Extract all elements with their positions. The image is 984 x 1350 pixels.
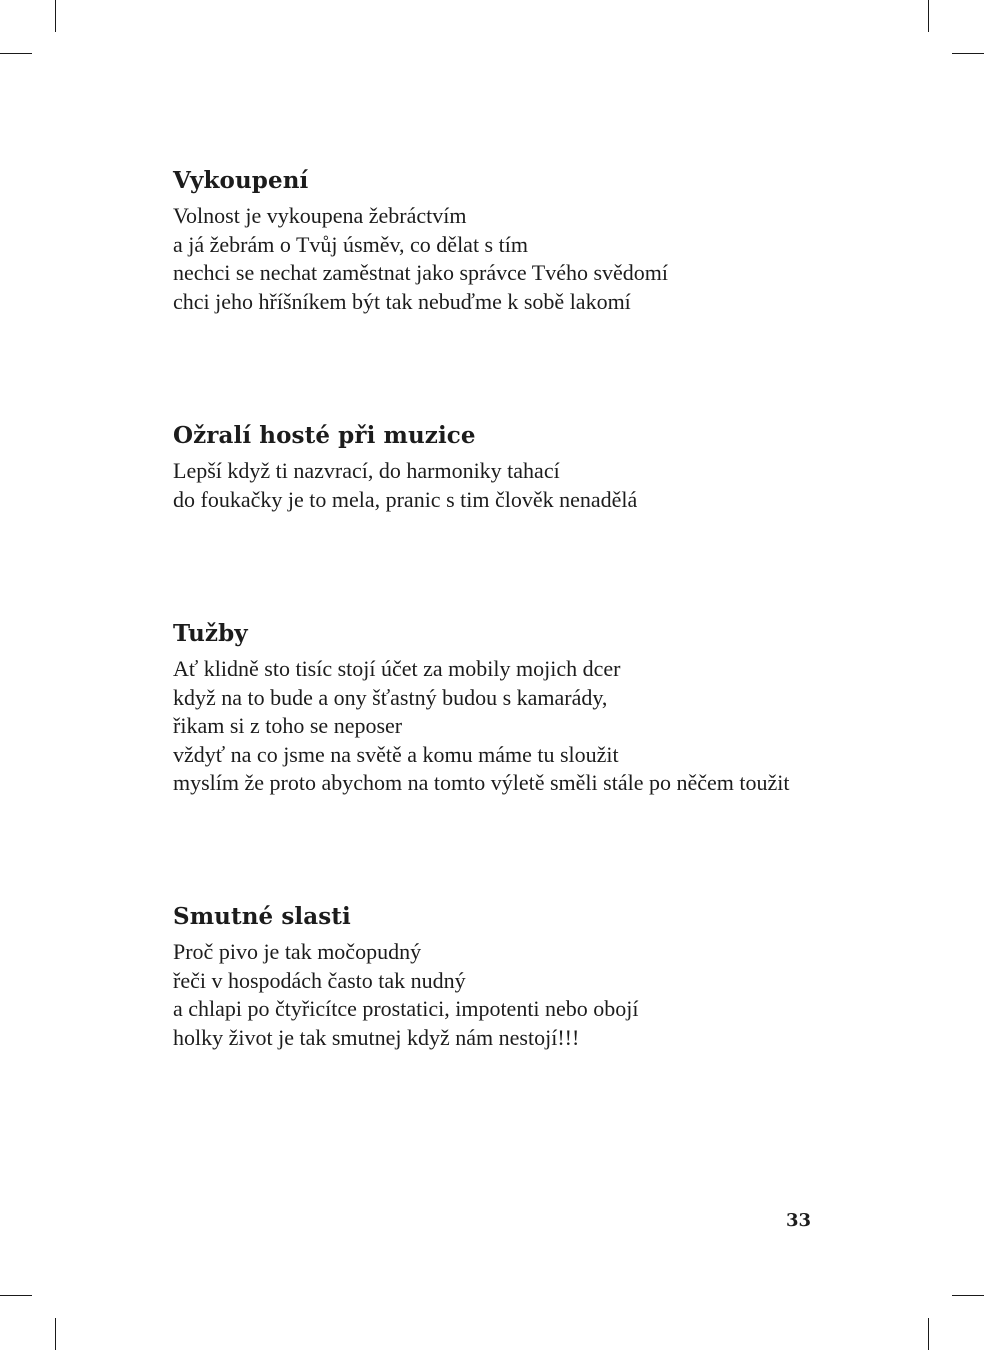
poem-title: Vykoupení	[173, 167, 309, 194]
poem-lines	[173, 202, 853, 316]
crop-mark-top-right-vertical	[928, 0, 929, 32]
poem-line: Proč pivo je tak močopudný	[173, 939, 422, 964]
poem-line: nechci se nechat zaměstnat jako správce Tvého svědomí	[173, 260, 669, 286]
poem-line: holky život je tak smutnej když nám nestojí!!!	[173, 1024, 580, 1050]
poem-title: Tužby	[173, 620, 248, 647]
poem-line: řeči v hospodách často tak nudný	[173, 967, 466, 993]
poem-ozrali-hoste	[173, 419, 853, 514]
poem-tuzby	[173, 617, 853, 798]
crop-mark-top-left-horizontal	[0, 53, 32, 54]
crop-mark-bottom-left-horizontal	[0, 1295, 32, 1296]
crop-mark-bottom-right-horizontal	[952, 1295, 984, 1296]
crop-mark-top-left-vertical	[55, 0, 56, 32]
poem-vykoupeni	[173, 164, 853, 316]
poem-line: a já žebrám o Tvůj úsměv, co dělat s tím	[173, 231, 528, 257]
poem-line: když na to bude a ony šťastný budou s kamarády,	[173, 684, 608, 710]
poem-lines	[173, 457, 853, 514]
poem-line: řikam si z toho se neposer	[173, 713, 403, 739]
poem-smutne-slasti	[173, 900, 853, 1052]
crop-mark-bottom-right-vertical	[928, 1318, 929, 1350]
poem-lines	[173, 938, 853, 1052]
poem-line: Ať klidně sto tisíc stojí účet za mobily mojich dcer	[173, 656, 621, 681]
poem-line: myslím že proto abychom na tomto výletě směli stále po něčem toužit	[173, 770, 790, 796]
poem-line: Lepší když ti nazvrací, do harmoniky tahací	[173, 458, 560, 483]
poem-line: a chlapi po čtyřicítce prostatici, impotenti nebo obojí	[173, 996, 639, 1022]
poem-line: Volnost je vykoupena žebráctvím	[173, 203, 467, 228]
poem-lines	[173, 655, 853, 798]
poem-line: do foukačky je to mela, pranic s tim člověk nenadělá	[173, 486, 638, 512]
poem-title: Smutné slasti	[173, 903, 351, 930]
poem-line: chci jeho hříšníkem být tak nebuďme k sobě lakomí	[173, 288, 631, 314]
poem-line: vždyť na co jsme na světě a komu máme tu sloužit	[173, 741, 619, 767]
crop-mark-bottom-left-vertical	[55, 1318, 56, 1350]
poem-title: Ožralí hosté při muzice	[173, 422, 476, 449]
page-number: 33	[785, 1210, 811, 1231]
crop-mark-top-right-horizontal	[952, 53, 984, 54]
